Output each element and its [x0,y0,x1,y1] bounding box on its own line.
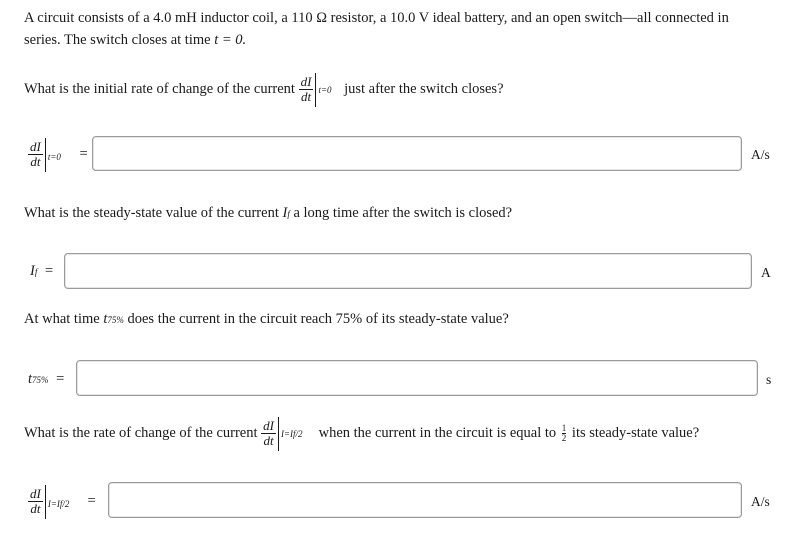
answer-1-label [28,137,88,172]
answer-3-input[interactable] [76,360,758,396]
question-4-suffix-a: when the current in the circuit is equal to [318,425,557,441]
evaluation-bar [315,73,340,107]
question-2-prefix: What is the steady-state value of the current [24,205,279,221]
answer-3-variable-sub: 75% [32,375,49,385]
answer-2-equals: = [44,263,54,279]
question-3 [24,310,509,329]
answer-3-unit: s [766,372,772,387]
answer-4-equals: = [87,493,96,509]
answer-1-numerator: dI [30,139,41,155]
question-2-variable-sub: f [287,209,290,219]
answer-2-input[interactable] [64,253,752,289]
fraction-numerator: dI [300,74,312,90]
question-4-evaluation-point: I=If/2 [280,428,303,439]
answer-3-variable: t [28,371,33,387]
one-half-denominator: 2 [561,433,567,444]
question-3-variable-sub: 75% [107,315,124,325]
answer-1-denominator: dt [30,154,41,170]
answer-4-evaluation-point: I=If/2 [47,498,70,509]
answer-3-equals: = [56,371,65,387]
one-half-fraction [562,424,567,443]
intro-time-math: t = 0. [214,32,247,48]
question-2-variable: I [282,205,288,221]
answer-2-variable-sub: f [34,267,38,277]
question-4-suffix-b: its steady-state value? [571,425,700,441]
answer-1-equals: = [79,146,88,162]
intro-line-2 [24,31,246,49]
answer-4-denominator: dt [30,501,41,517]
derivative-fraction [299,75,314,104]
evaluation-point: t=0 [318,84,332,95]
answer-4-evaluation-bar [45,485,82,519]
question-4-fraction [261,419,276,448]
intro-line-2-text: series. The switch closes at time [24,32,215,48]
answer-4-numerator: dI [30,486,41,502]
fraction-denominator: dt [300,89,312,105]
question-3-suffix: does the current in the circuit reach 75% of its steady-state value? [127,311,509,327]
answer-1-fraction [28,140,43,169]
question-3-variable: t [103,311,108,327]
question-4-numerator: dI [263,418,274,434]
question-2-suffix: a long time after the switch is closed? [293,205,513,221]
question-3-prefix: At what time [24,311,100,327]
one-half-numerator: 1 [561,423,567,434]
question-4-denominator: dt [263,433,274,449]
answer-4-fraction [28,487,43,516]
intro-line-1: A circuit consists of a 4.0 mH inductor coil, a 110 Ω resistor, a 10.0 V ideal battery, and an open switch—all connected in [24,10,729,26]
question-4 [24,414,699,452]
answer-2-variable: I [30,263,35,279]
question-4-prefix: What is the rate of change of the current [24,425,258,441]
answer-1-unit: A/s [751,147,770,162]
question-1 [24,70,504,108]
answer-1-input[interactable] [92,136,742,171]
answer-2-unit: A [761,265,771,280]
answer-3-label [28,370,64,389]
question-4-evaluation-bar [278,417,315,451]
answer-4-input[interactable] [108,482,742,518]
question-1-suffix: just after the switch closes? [344,81,504,97]
question-2 [24,204,512,223]
answer-2-label [30,262,53,281]
answer-4-label [28,484,96,519]
answer-1-evaluation-point: t=0 [47,151,61,162]
answer-4-unit: A/s [751,494,770,509]
answer-1-evaluation-bar [45,138,70,172]
question-1-prefix: What is the initial rate of change of the current [24,81,295,97]
